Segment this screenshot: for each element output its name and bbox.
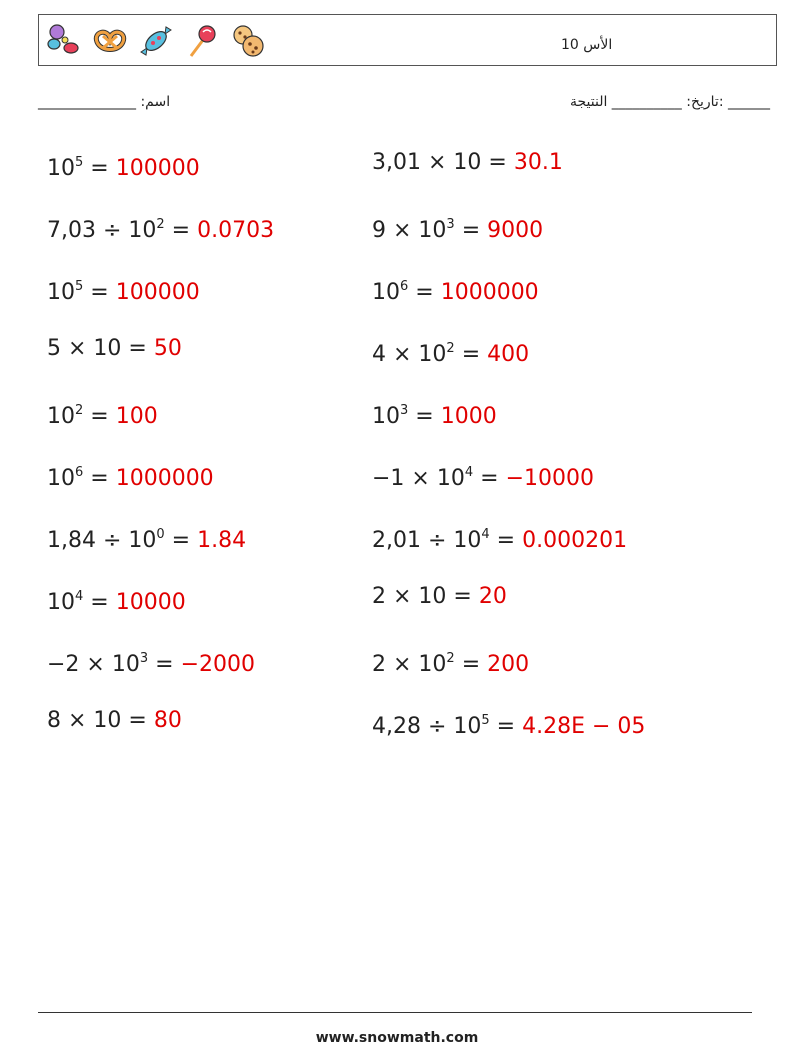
power-base: 10 [372,280,400,305]
problem-row [47,270,747,332]
power-exponent: 2 [75,403,84,418]
answer: 1000 [440,404,497,429]
power-exponent: 6 [75,465,84,480]
equals-sign: = [83,404,116,429]
power-exponent: 2 [446,341,455,356]
equals-sign: = [489,714,523,739]
power-base: 10 [128,218,157,243]
problem-prefix: 4,28 ÷ [372,714,454,739]
pretzel-icon [91,22,129,60]
problem [47,518,246,558]
equals-sign: = [408,404,441,429]
power-exponent: 2 [156,217,165,232]
power-base: 10 [47,280,75,305]
problem-row [47,642,747,704]
power-base: 10 [128,528,157,553]
problem-prefix: 5 × 10 = [47,336,154,361]
problem [47,456,214,496]
problem [372,456,594,496]
problem [372,518,627,558]
answer: −2000 [180,652,255,677]
problem [372,642,529,682]
problem-prefix: −2 × [47,652,112,677]
answer: 20 [478,584,507,609]
answer: 4.28E − 05 [522,714,646,739]
problem-prefix: −1 × [372,466,437,491]
problem [372,704,645,744]
answer: 1000000 [115,466,214,491]
power-exponent: 4 [481,527,490,542]
power-base: 10 [436,466,465,491]
problem-row [47,704,747,766]
problem [47,332,182,366]
problem-prefix: 2 × 10 = [372,584,479,609]
wrapped-candy-icon [137,22,175,60]
problem [47,704,182,738]
problem [372,580,507,614]
power-exponent: 0 [156,527,165,542]
problem-prefix: 2 × [372,652,419,677]
problem-prefix: 8 × 10 = [47,708,154,733]
problem [372,146,563,180]
equals-sign: = [489,528,523,553]
answer: 400 [487,342,530,367]
answer: 50 [153,336,182,361]
power-base: 10 [111,652,140,677]
header-box [38,14,777,66]
icon-strip [45,21,267,61]
power-exponent: 5 [75,155,84,170]
power-exponent: 4 [75,589,84,604]
problem [47,146,200,186]
power-base: 10 [418,342,447,367]
problem [47,394,158,434]
problem-prefix: 1,84 ÷ [47,528,129,553]
answer: 100000 [115,280,200,305]
equals-sign: = [83,466,116,491]
problem-prefix: 7,03 ÷ [47,218,129,243]
answer: 100 [115,404,158,429]
power-base: 10 [47,466,75,491]
power-exponent: 5 [481,713,490,728]
power-base: 10 [418,652,447,677]
power-exponent: 3 [400,403,409,418]
lollipop-icon [183,22,221,60]
power-exponent: 4 [464,465,474,480]
power-base: 10 [453,714,482,739]
problem [47,642,255,682]
problem-prefix: 2,01 ÷ [372,528,454,553]
problem-row [47,146,747,208]
equals-sign: = [83,280,116,305]
problem-row [47,580,747,642]
problem-row [47,518,747,580]
equals-sign: = [454,652,488,677]
equals-sign: = [454,218,488,243]
power-base: 10 [47,404,75,429]
problem [47,580,186,620]
answer: 30.1 [513,150,563,175]
power-exponent: 2 [446,651,455,666]
equals-sign: = [454,342,488,367]
problem-row [47,456,747,518]
equals-sign: = [83,590,116,615]
power-exponent: 3 [446,217,455,232]
equals-sign: = [408,280,441,305]
power-base: 10 [453,528,482,553]
problem-prefix: 9 × [372,218,419,243]
equals-sign: = [83,156,116,181]
power-base: 10 [418,218,447,243]
answer: 0.0703 [197,218,275,243]
problem-row [47,394,747,456]
power-exponent: 5 [75,279,84,294]
power-exponent: 6 [400,279,409,294]
answer: 200 [487,652,530,677]
answer: 1000000 [440,280,539,305]
answer: 10000 [115,590,186,615]
problem [372,208,543,248]
answer: −10000 [505,466,594,491]
problem [372,332,529,372]
problem-prefix: 3,01 × 10 = [372,150,514,175]
footer-website: www.snowmath.com [315,1030,479,1046]
power-exponent: 3 [139,651,149,666]
power-base: 10 [372,404,400,429]
answer: 1.84 [197,528,247,553]
candy-icon [45,22,83,60]
footer-divider [38,1012,752,1013]
equals-sign: = [164,528,198,553]
date-score-field-label: ______ :تاريخ: __________ النتيجة [569,94,770,110]
problem [372,394,497,434]
name-field-label: اسم: ______________ [38,94,171,110]
answer: 0.000201 [522,528,628,553]
answer: 100000 [115,156,200,181]
equals-sign: = [164,218,198,243]
problem [47,208,274,248]
answer: 80 [153,708,182,733]
problem-grid [47,146,747,766]
problem [47,270,200,310]
problem-prefix: 4 × [372,342,419,367]
power-base: 10 [47,156,75,181]
power-base: 10 [47,590,75,615]
problem [372,270,539,310]
equals-sign: = [148,652,181,677]
worksheet-title: الأس 10 [561,37,613,53]
equals-sign: = [473,466,506,491]
answer: 9000 [487,218,544,243]
cookies-icon [229,22,267,60]
problem-row [47,332,747,394]
problem-row [47,208,747,270]
